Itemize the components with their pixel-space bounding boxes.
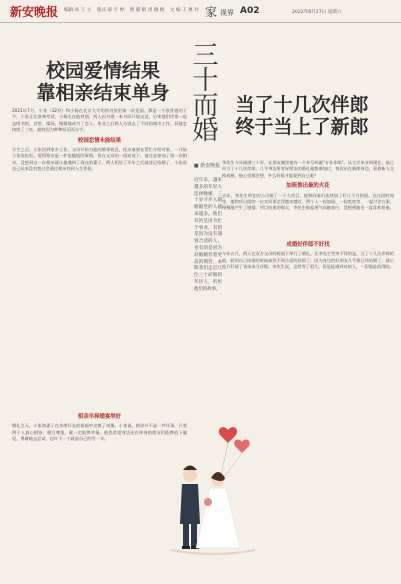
left-headline-line2: 靠相亲结束单身: [36, 82, 170, 104]
proof-credit: 文 编 王 惠 玲: [170, 8, 199, 13]
page-code: A02: [240, 6, 260, 16]
layout-credit: 版式 薛 宇 婷: [96, 8, 125, 13]
feature-title: 三十而婚: [192, 41, 220, 146]
feature-intro: 近年来，越来越多的年轻人选择晚婚，三十岁才步入婚姻殿堂的人越来越多。他们有的是因为忙于事业，有的是因为没有遇到合适的人，也有的是因为对婚姻有着更高的期待。本期我们走近几位三十而婚的年轻人，听听他们的故事。: [194, 178, 222, 292]
page-header: [0, 0, 401, 23]
right-headline: [212, 94, 392, 138]
section-name: 家: [205, 5, 218, 19]
right-subhead-2: 成婚好伴郎不好找: [286, 241, 330, 248]
right-headline-line2: 终于当上了新郎: [235, 116, 369, 138]
groom-figure: [180, 466, 200, 550]
left-headline: [18, 60, 188, 104]
newspaper-logo: 新安晚报: [10, 5, 59, 19]
left-para-2: 分手之后，小张回到家乡工作，父母开始为他的婚事着急，托亲戚朋友帮忙介绍对象。一开始小张很抗拒，觉得相亲是一件很尴尬的事情，但在父母的一再劝说下，他还是参加了第一次相亲。没想到这一次相亲就让他遇到了现在的妻子。两人相处了半年之后就登记结婚了，小张说自己从来没有想过会通过相亲找到人生伴侣。: [12, 147, 187, 172]
bride-figure: [196, 472, 240, 548]
right-subhead-1: 加班推出最的火花: [286, 183, 330, 190]
editor-credit: 编辑 孙 王 主: [64, 8, 92, 13]
heart-balloons: [219, 427, 250, 480]
left-headline-line1: 校园爱情结果: [45, 60, 160, 82]
right-para-3: 今年五月，两人在双方父母的祝福下举行了婚礼。让李先生哭笑不得的是，当了十几次伴郎的他，轮到自己结婚的时候却找不到合适的伴郎了，因为身边的好朋友几乎都已经结婚了。最后他只好请了表弟来当伴郎。李先生说，虽然等了很久，但是能遇到对的人，一切都是值得的。: [222, 251, 394, 270]
wedding-couple-illustration: [150, 420, 260, 560]
left-subhead-1: 校园恋情未能结果: [77, 137, 122, 144]
right-para-1: 李先生今年刚满三十岁，在朋友圈里他有一个外号叫做"专业伴郎"。从大学毕业到现在，他已经当了十几次伴郎，几乎身边所有好朋友的婚礼他都参加过。每次站在新郎身边，看着新人交换戒指，他心里都会想，什么时候才能轮到自己呢？: [222, 160, 394, 178]
editor-meta: [64, 7, 203, 13]
left-para-1: 2021年7月，小张（32岁）和小杨在北京大学的图书馆里第一次见面。那是一个很普通的下午，小张正在准备考试，小杨坐在他对面，两人因为借一本书而开始交谈。后来他们经常一起去图书馆、食堂、操场，慢慢地成为了恋人。毕业之后两人分别去了不同的城市工作，异地恋持续了三年，最终因为种种原因而分手。: [12, 108, 187, 133]
section-sub: 视界: [220, 9, 234, 17]
left-article-top: [12, 108, 187, 408]
issue-date: 2022年8月27日 星期六: [292, 10, 342, 15]
feature-author: ■ 新安晚报: [193, 163, 221, 169]
photo-credit: 照 暖 帆 周 晓 帆: [129, 8, 165, 13]
left-para-3: 婚礼当天，小张和妻子在亲朋好友的祝福中交换了戒指。小张说，相亲并不是一件坏事，只要两个人真心相待，相互尊重，就一定能够幸福。他也希望身边还在单身的朋友们能够放下偏见，勇敢地去尝试，也许下一个就是自己的另一半。: [12, 423, 187, 442]
right-headline-line1: 当了十几次伴郎: [235, 94, 369, 116]
left-subhead-2: 相亲早择婚宴举好: [77, 414, 122, 420]
right-para-2: 去年，李先生所在的公司接了一个大项目，他和同事们连续加了好几个月的班。在这段时间里，他和项目组的一位女同事走得越来越近。两个人一起加班、一起吃夜宵、一起讨论方案，慢慢地产生了感情。项目结束的那天，李先生鼓起勇气向她表白，没想到她也一直喜欢着他。: [222, 192, 394, 211]
ground-line: [170, 550, 255, 554]
